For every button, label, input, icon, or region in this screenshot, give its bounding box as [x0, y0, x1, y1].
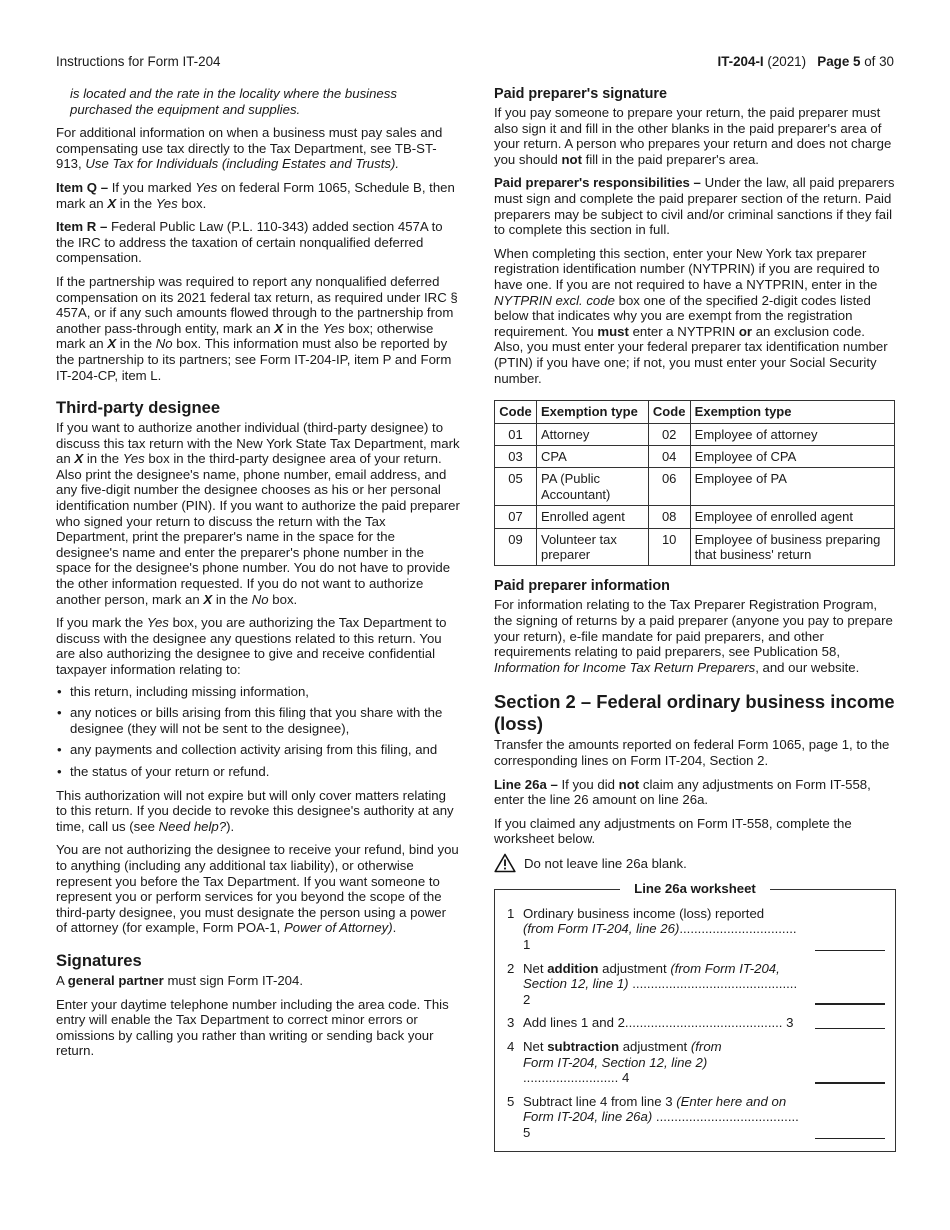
table-row: [495, 468, 895, 506]
exemption-code-table: [494, 400, 895, 566]
header-doc-title: Instructions for Form IT-204: [56, 54, 221, 69]
warning-triangle-icon: [494, 853, 516, 873]
warning-note: [494, 853, 896, 875]
list-item: • the status of your return or refund.: [56, 764, 460, 780]
table-cell: 10: [648, 528, 690, 566]
warning-text: Do not leave line 26a blank.: [524, 855, 687, 871]
list-item: • this return, including missing information,: [56, 684, 460, 700]
right-column: [494, 86, 896, 1152]
worksheet-line-2: 2 Net addition adjustment (from Form IT-204, Section 12, line 1) ............................................. 2: [505, 961, 885, 1008]
table-header-row: [495, 401, 895, 423]
table-cell: Enrolled agent: [537, 506, 649, 528]
section2-heading: Section 2 – Federal ordinary business income (loss): [494, 691, 895, 735]
page-header: [56, 54, 894, 72]
worksheet-title: Line 26a worksheet: [620, 881, 770, 896]
third-party-heading: Third-party designee: [56, 398, 221, 418]
header-page-info: [717, 54, 894, 70]
nonqualified-paragraph: If the partnership was required to report any nonqualified deferred compensation on its 2021 federal tax return, as required under IRC § 457A, or if any such amounts flowed through to the partnership from another pass-through entity, mark an X in the Yes box; otherwise mark an X in the No box. This information must also be reported by the partnership to its partners; see Form IT-204-IP, item P and Form IT-204-CP, item L.: [56, 273, 458, 383]
left-column: [56, 86, 460, 1067]
nytprin-paragraph: When completing this section, enter your New York tax preparer registration identification number (NYTPRIN) if you are required to have one. If you are not required to have a NYTPRIN, enter in the NYTPRIN excl. code box one of the specified 2-digit codes listed below that indicates why you are exempt from the registration requirement. You must enter a NYTPRIN or an exclusion code. Also, you must enter your federal preparer tax identification number (PTIN) if you have one; if not, you must enter your Social Security number.: [494, 245, 888, 386]
third-party-bullet-list: [56, 684, 460, 780]
table-row: [495, 423, 895, 445]
column-header: Exemption type: [537, 401, 649, 423]
third-party-p4: You are not authorizing the designee to receive your refund, bind you to anything (including any additional tax liability), or otherwise represent you before the Tax Department. If you want someone to represent you or perform services for you beyond the scope of the third-party designee, you must designate the person using a power of attorney (for example, Form POA-1, Power of Attorney).: [56, 842, 459, 936]
paid-preparer-signature-paragraph: If you pay someone to prepare your return, the paid preparer must also sign it and fill in the other blanks in the paid preparer's area of your return. A person who prepares your return and does not charge you should not fill in the paid preparer's area.: [494, 105, 892, 167]
table-cell: 05: [495, 468, 537, 506]
table-cell: Employee of CPA: [690, 445, 894, 467]
table-row: [495, 528, 895, 566]
paid-preparer-responsibilities: Paid preparer's responsibilities – Under the law, all paid preparers must sign and complete the paid preparer section of the return. Paid preparers may be subject to civil and/or criminal sanctions if they fail to complete this section in full.: [494, 175, 895, 238]
table-cell: 07: [495, 506, 537, 528]
column-header: Code: [495, 401, 537, 423]
column-header: Code: [648, 401, 690, 423]
table-cell: 02: [648, 423, 690, 445]
item-r-paragraph: Item R – Federal Public Law (P.L. 110-343) added section 457A to the IRC to address the taxation of certain nonqualified deferred compensation.: [56, 219, 443, 266]
header-page-prefix: Page: [817, 54, 850, 69]
table-cell: 09: [495, 528, 537, 566]
table-cell: 06: [648, 468, 690, 506]
continued-paragraph: is located and the rate in the locality where the business purchased the equipment and supplies.: [70, 86, 397, 117]
worksheet-line-1: 1 Ordinary business income (loss) reported (from Form IT-204, line 26)................................ 1: [505, 906, 885, 953]
header-form-id: IT-204-I: [717, 54, 764, 69]
paid-preparer-info-heading: Paid preparer information: [494, 578, 670, 595]
table-cell: 01: [495, 423, 537, 445]
worksheet-line-5: 5 Subtract line 4 from line 3 (Enter here and on Form IT-204, line 26a) ....................................... 5: [505, 1094, 885, 1141]
line26a-worksheet: [494, 880, 896, 1152]
paid-preparer-signature-heading: Paid preparer's signature: [494, 86, 667, 102]
third-party-p1: If you want to authorize another individual (third-party designee) to discuss this tax return with the New York State Tax Department, mark an X in the Yes box in the third-party designee area of your return. Also print the designee's name, phone number, email address, and any five-digit number the designee chooses as his or her personal identification number (PIN). If you want to authorize the paid preparer who signed your return to discuss the return with the Tax Department, print the preparer's name in the space for the designee's name and enter the preparer's phone number in the space for the designee's phone number. You do not have to provide the other information requested. If you do not want to authorize another person, mark an X in the No box.: [56, 420, 460, 607]
table-cell: Employee of PA: [690, 468, 894, 506]
table-row: [495, 445, 895, 467]
third-party-p3: This authorization will not expire but will only cover matters relating to this return. If you decide to revoke this designee's authority at any time, call us (see Need help?).: [56, 787, 454, 834]
worksheet-entry-line-1[interactable]: [815, 950, 885, 951]
worksheet-entry-line-3[interactable]: [815, 1028, 885, 1029]
table-cell: 03: [495, 445, 537, 467]
section2-p3: If you claimed any adjustments on Form IT-558, complete the worksheet below.: [494, 815, 852, 847]
table-cell: 04: [648, 445, 690, 467]
table-cell: CPA: [537, 445, 649, 467]
worksheet-line-3: 3 Add lines 1 and 2........................................... 3: [505, 1015, 885, 1031]
header-year: (2021): [767, 54, 807, 69]
line26a-paragraph: Line 26a – If you did not claim any adjustments on Form IT-558, enter the line 26 amount on line 26a.: [494, 776, 871, 808]
worksheet-line-4: 4 Net subtraction adjustment (from Form IT-204, Section 12, line 2) .......................... 4: [505, 1039, 885, 1086]
paid-preparer-info-paragraph: For information relating to the Tax Preparer Registration Program, the signing of returns by a paid preparer (anyone you pay to prepare your return), e-file mandate for paid preparers, and other requirements relating to paid preparers, see Publication 58, Information for Income Tax Return Preparers, and our website.: [494, 597, 893, 675]
list-item: • any payments and collection activity arising from this filing, and: [56, 742, 460, 758]
header-page-num: 5: [853, 54, 861, 69]
additional-info-paragraph: For additional information on when a business must pay sales and compensating use tax directly to the Tax Department, see TB-ST-913, Use Tax for Individuals (including Estates and Trusts).: [56, 125, 443, 172]
list-item: • any notices or bills arising from this filing that you share with the designee (they will not be sent to the designee),: [56, 705, 460, 736]
third-party-p2: If you mark the Yes box, you are authorizing the Tax Department to discuss with the designee any questions related to this return. You are also authorizing the designee to give and receive confidential taxpayer information relating to:: [56, 615, 447, 677]
table-cell: Employee of enrolled agent: [690, 506, 894, 528]
section2-p1: Transfer the amounts reported on federal Form 1065, page 1, to the corresponding lines on Form IT-204, Section 2.: [494, 737, 890, 768]
signatures-p1: A general partner must sign Form IT-204.: [56, 972, 304, 988]
table-cell: Employee of business preparing that business' return: [690, 528, 894, 566]
header-page-total: of 30: [864, 54, 894, 69]
table-cell: 08: [648, 506, 690, 528]
signatures-heading: Signatures: [56, 950, 142, 970]
column-header: Exemption type: [690, 401, 894, 423]
table-cell: Attorney: [537, 423, 649, 445]
table-row: [495, 506, 895, 528]
table-cell: PA (Public Accountant): [537, 468, 649, 506]
worksheet-entry-line-4[interactable]: [815, 1082, 885, 1084]
worksheet-entry-line-2[interactable]: [815, 1003, 885, 1005]
signatures-p2: Enter your daytime telephone number including the area code. This entry will enable the Tax Department to correct minor errors or omissions by calling you rather than writing or sending back your return.: [56, 996, 449, 1059]
item-q-paragraph: Item Q – If you marked Yes on federal Form 1065, Schedule B, then mark an X in the Yes box.: [56, 179, 455, 211]
table-cell: Employee of attorney: [690, 423, 894, 445]
table-cell: Volunteer tax preparer: [537, 528, 649, 566]
worksheet-entry-line-5[interactable]: [815, 1138, 885, 1139]
